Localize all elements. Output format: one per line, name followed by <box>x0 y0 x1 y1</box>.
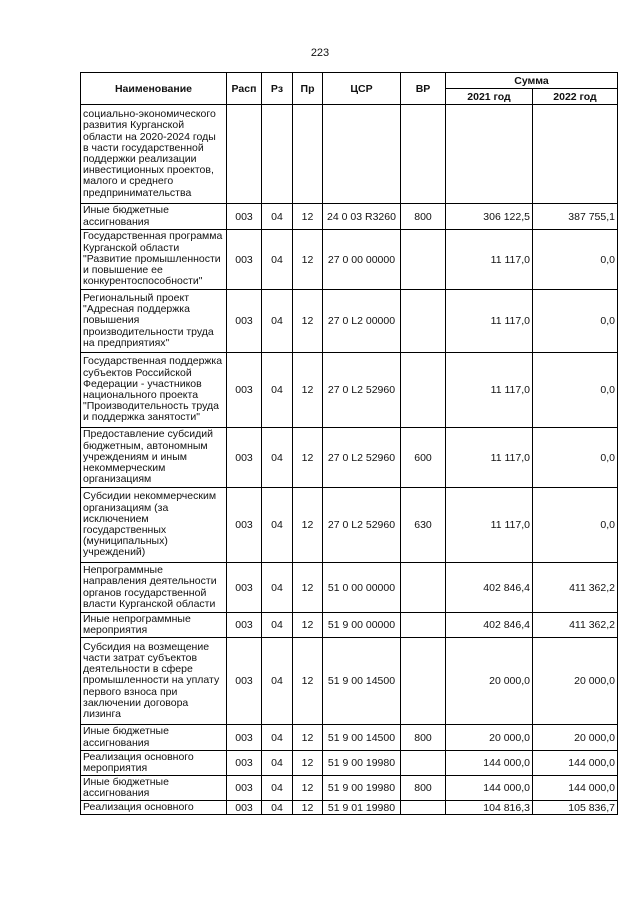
cell-name: Иные непрограммные мероприятия <box>81 613 227 638</box>
cell-csr: 51 9 00 00000 <box>323 613 401 638</box>
table-row <box>81 204 618 230</box>
cell-rz: 04 <box>262 776 293 801</box>
cell-pr: 12 <box>293 428 323 488</box>
cell-2022: 0,0 <box>533 353 618 428</box>
cell-rz: 04 <box>262 353 293 428</box>
cell-rz: 04 <box>262 290 293 353</box>
budget-table <box>80 72 618 815</box>
cell-rasp <box>227 105 262 204</box>
table-row <box>81 290 618 353</box>
cell-2021: 11 117,0 <box>446 353 533 428</box>
header-pr: Пр <box>293 73 323 105</box>
cell-2022: 411 362,2 <box>533 613 618 638</box>
header-2022: 2022 год <box>533 89 618 105</box>
cell-name: Реализация основного <box>81 801 227 815</box>
cell-vr <box>401 290 446 353</box>
cell-vr: 800 <box>401 725 446 751</box>
cell-2022: 0,0 <box>533 428 618 488</box>
cell-name: Иные бюджетные ассигнования <box>81 725 227 751</box>
cell-vr <box>401 105 446 204</box>
cell-2021: 11 117,0 <box>446 290 533 353</box>
cell-pr: 12 <box>293 230 323 290</box>
cell-rz: 04 <box>262 428 293 488</box>
cell-csr: 27 0 L2 52960 <box>323 428 401 488</box>
cell-vr <box>401 563 446 613</box>
cell-csr: 51 9 00 19980 <box>323 751 401 776</box>
header-vr: ВР <box>401 73 446 105</box>
cell-2022: 0,0 <box>533 290 618 353</box>
table-row <box>81 613 618 638</box>
cell-name: Непрограммные направления деятельности органов государственной власти Курганской области <box>81 563 227 613</box>
cell-rasp: 003 <box>227 290 262 353</box>
cell-vr <box>401 801 446 815</box>
cell-2021: 144 000,0 <box>446 751 533 776</box>
cell-2022: 20 000,0 <box>533 725 618 751</box>
cell-rasp: 003 <box>227 230 262 290</box>
header-csr: ЦСР <box>323 73 401 105</box>
cell-2021 <box>446 105 533 204</box>
cell-vr <box>401 353 446 428</box>
cell-pr: 12 <box>293 353 323 428</box>
cell-csr: 27 0 L2 52960 <box>323 353 401 428</box>
cell-pr: 12 <box>293 290 323 353</box>
cell-name: Иные бюджетные ассигнования <box>81 776 227 801</box>
cell-2021: 144 000,0 <box>446 776 533 801</box>
cell-name: Государственная программа Курганской области "Развитие промышленности и повышение ее конкурентоспособности" <box>81 230 227 290</box>
cell-rz: 04 <box>262 801 293 815</box>
cell-csr: 51 0 00 00000 <box>323 563 401 613</box>
cell-name: Иные бюджетные ассигнования <box>81 204 227 230</box>
cell-2022: 0,0 <box>533 488 618 563</box>
cell-csr: 27 0 L2 52960 <box>323 488 401 563</box>
page-number: 223 <box>310 47 330 59</box>
cell-csr: 27 0 00 00000 <box>323 230 401 290</box>
cell-pr: 12 <box>293 638 323 725</box>
cell-rasp: 003 <box>227 776 262 801</box>
header-name: Наименование <box>81 73 227 105</box>
cell-2022: 411 362,2 <box>533 563 618 613</box>
cell-rz: 04 <box>262 638 293 725</box>
table-row <box>81 488 618 563</box>
table-row <box>81 776 618 801</box>
table-row <box>81 428 618 488</box>
cell-2022: 0,0 <box>533 230 618 290</box>
cell-name: Региональный проект "Адресная поддержка повышения производительности труда на предприятиях" <box>81 290 227 353</box>
cell-rz: 04 <box>262 230 293 290</box>
table-row <box>81 725 618 751</box>
cell-pr: 12 <box>293 613 323 638</box>
header-2021: 2021 год <box>446 89 533 105</box>
cell-csr: 51 9 01 19980 <box>323 801 401 815</box>
cell-2022: 105 836,7 <box>533 801 618 815</box>
cell-rz <box>262 105 293 204</box>
cell-2022 <box>533 105 618 204</box>
cell-pr: 12 <box>293 801 323 815</box>
table-row <box>81 751 618 776</box>
cell-csr: 27 0 L2 00000 <box>323 290 401 353</box>
cell-pr: 12 <box>293 725 323 751</box>
cell-2022: 144 000,0 <box>533 776 618 801</box>
table-row <box>81 105 618 204</box>
cell-pr: 12 <box>293 488 323 563</box>
table-row <box>81 801 618 815</box>
cell-csr: 51 9 00 19980 <box>323 776 401 801</box>
cell-name: социально-экономического развития Курганской области на 2020-2024 годы в части государственной поддержки реализации инвестиционных проектов, малого и среднего предпринимательства <box>81 105 227 204</box>
cell-pr: 12 <box>293 563 323 613</box>
cell-rz: 04 <box>262 613 293 638</box>
cell-pr: 12 <box>293 751 323 776</box>
cell-rasp: 003 <box>227 204 262 230</box>
cell-2021: 104 816,3 <box>446 801 533 815</box>
cell-2021: 20 000,0 <box>446 638 533 725</box>
cell-name: Субсидия на возмещение части затрат субъектов деятельности в сфере промышленности на уплату первого взноса при заключении договора лизинга <box>81 638 227 725</box>
cell-2021: 11 117,0 <box>446 428 533 488</box>
cell-name: Субсидии некоммерческим организациям (за исключением государственных (муниципальных) учреждений) <box>81 488 227 563</box>
header-sum: Сумма <box>446 73 618 89</box>
cell-rz: 04 <box>262 204 293 230</box>
cell-pr: 12 <box>293 776 323 801</box>
cell-2022: 387 755,1 <box>533 204 618 230</box>
cell-rz: 04 <box>262 725 293 751</box>
cell-rz: 04 <box>262 488 293 563</box>
cell-2021: 306 122,5 <box>446 204 533 230</box>
cell-csr: 24 0 03 R3260 <box>323 204 401 230</box>
cell-vr <box>401 751 446 776</box>
cell-rz: 04 <box>262 563 293 613</box>
cell-csr: 51 9 00 14500 <box>323 725 401 751</box>
cell-csr: 51 9 00 14500 <box>323 638 401 725</box>
cell-vr: 630 <box>401 488 446 563</box>
cell-rz: 04 <box>262 751 293 776</box>
cell-2022: 144 000,0 <box>533 751 618 776</box>
cell-name: Реализация основного мероприятия <box>81 751 227 776</box>
header-rasp: Расп <box>227 73 262 105</box>
cell-vr <box>401 230 446 290</box>
cell-2021: 11 117,0 <box>446 488 533 563</box>
cell-csr <box>323 105 401 204</box>
table-row <box>81 563 618 613</box>
cell-vr: 800 <box>401 776 446 801</box>
cell-vr <box>401 638 446 725</box>
cell-rasp: 003 <box>227 751 262 776</box>
cell-pr <box>293 105 323 204</box>
cell-name: Государственная поддержка субъектов Российской Федерации - участников национального проекта "Производительность труда и поддержка занятости" <box>81 353 227 428</box>
cell-2021: 11 117,0 <box>446 230 533 290</box>
cell-2021: 402 846,4 <box>446 563 533 613</box>
cell-rasp: 003 <box>227 488 262 563</box>
header-rz: Рз <box>262 73 293 105</box>
table-row <box>81 353 618 428</box>
cell-rasp: 003 <box>227 638 262 725</box>
cell-rasp: 003 <box>227 353 262 428</box>
cell-name: Предоставление субсидий бюджетным, автономным учреждениям и иным некоммерческим организациям <box>81 428 227 488</box>
cell-rasp: 003 <box>227 613 262 638</box>
table-row <box>81 230 618 290</box>
cell-vr: 600 <box>401 428 446 488</box>
cell-rasp: 003 <box>227 725 262 751</box>
cell-2022: 20 000,0 <box>533 638 618 725</box>
cell-2021: 402 846,4 <box>446 613 533 638</box>
cell-rasp: 003 <box>227 428 262 488</box>
cell-vr <box>401 613 446 638</box>
cell-rasp: 003 <box>227 563 262 613</box>
cell-2021: 20 000,0 <box>446 725 533 751</box>
cell-rasp: 003 <box>227 801 262 815</box>
table-row <box>81 638 618 725</box>
cell-vr: 800 <box>401 204 446 230</box>
cell-pr: 12 <box>293 204 323 230</box>
